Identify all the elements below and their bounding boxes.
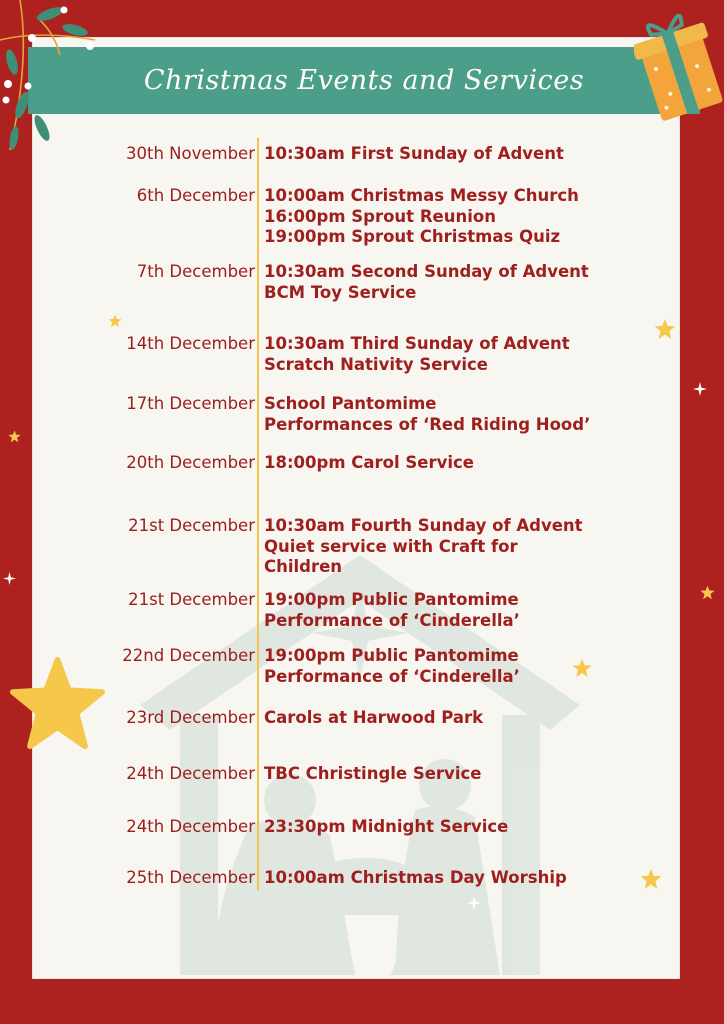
event-line: 23:30pm Midnight Service [264, 817, 509, 836]
event-line: Performance of ‘Cinderella’ [264, 666, 520, 686]
star-icon [8, 430, 21, 443]
event-line: 10:30am Fourth Sunday of Advent [264, 516, 583, 535]
star-icon [108, 314, 122, 328]
event-line: 10:00am Christmas Messy Church [264, 186, 579, 205]
event-date: 23rd December [126, 708, 255, 727]
event-date: 17th December [126, 394, 255, 413]
event-line: TBC Christingle Service [264, 764, 482, 783]
event-date: 14th December [126, 334, 255, 353]
event-line: 19:00pm Sprout Christmas Quiz [264, 227, 561, 246]
event-date: 22nd December [122, 646, 255, 665]
event-details [264, 262, 624, 303]
event-details [264, 590, 624, 631]
event-line: Scratch Nativity Service [264, 354, 488, 374]
page-title: Christmas Events and Services [143, 65, 585, 96]
event-line: BCM Toy Service [264, 282, 417, 302]
event-details [264, 817, 624, 838]
star-icon [572, 658, 592, 678]
event-details [264, 394, 624, 435]
event-date: 7th December [136, 262, 255, 281]
event-details [264, 868, 624, 889]
event-details [264, 708, 624, 729]
event-line: Carols at Harwood Park [264, 708, 484, 727]
event-details [264, 453, 624, 474]
sparkle-icon [467, 896, 481, 910]
event-line: Quiet service with Craft for [264, 536, 518, 556]
sparkle-icon [693, 382, 707, 396]
event-date: 25th December [126, 868, 255, 887]
star-icon [654, 318, 676, 340]
event-date: 21st December [128, 516, 255, 535]
event-date: 6th December [136, 186, 255, 205]
timeline-divider [257, 138, 259, 890]
event-details [264, 516, 624, 578]
event-date: 30th November [125, 144, 255, 163]
holly-branch-icon [0, 0, 110, 150]
event-line: 16:00pm Sprout Reunion [264, 206, 496, 226]
event-date: 20th December [126, 453, 255, 472]
star-icon [10, 656, 105, 751]
event-line: Performance of ‘Cinderella’ [264, 610, 520, 630]
event-line: School Pantomime [264, 394, 437, 413]
event-date: 21st December [128, 590, 255, 609]
event-line: 10:30am Third Sunday of Advent [264, 334, 570, 353]
event-line: Children [264, 557, 343, 576]
event-details [264, 764, 624, 785]
event-details [264, 186, 624, 248]
event-line: Performances of ‘Red Riding Hood’ [264, 414, 591, 434]
event-line: 10:30am First Sunday of Advent [264, 144, 564, 163]
event-line: 19:00pm Public Pantomime [264, 646, 519, 665]
event-details [264, 144, 624, 165]
star-icon [700, 585, 715, 600]
event-date: 24th December [126, 817, 255, 836]
event-date: 24th December [126, 764, 255, 783]
sparkle-icon [3, 572, 16, 585]
star-icon [640, 868, 662, 890]
gift-box-icon [634, 2, 724, 127]
event-line: 10:00am Christmas Day Worship [264, 868, 567, 887]
event-line: 18:00pm Carol Service [264, 453, 474, 472]
event-details [264, 334, 624, 375]
event-line: 19:00pm Public Pantomime [264, 590, 519, 609]
event-details [264, 646, 624, 687]
event-line: 10:30am Second Sunday of Advent [264, 262, 589, 281]
